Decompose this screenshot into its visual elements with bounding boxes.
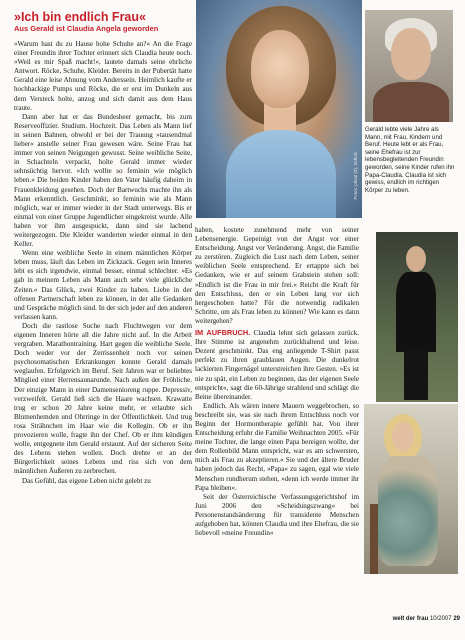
photo-dress	[378, 456, 438, 566]
article-subhead: Aus Gerald ist Claudia Angela geworden	[14, 24, 159, 33]
paragraph: Dann aber hat er das Bundesheer gemacht, bis zum Reserveoffizier. Studium. Hochzeit. Das Leben als Mann lief in seinen Bahnen, obwohl er bei der Trauung »tausendmal lieber« anstelle seiner Frau gewesen wäre. Seine Frau hat immer von seinen Neigungen gewusst. Seine weibliche Seite, in Schachteln verpackt, holte Gerald immer wieder sehnsüchtig hervor. »Ich wollte so feminin wie möglich leben.« Die beiden Kinder haben den Vater häufig daheim in Frauenkleidung gesehen. Doch der Bartwuchs machte ihn als Mann erkenntlich. Geschminkt, so feminin wie als Mann möglich, war er immer wieder in der Stadt unterwegs. Bis er einmal von einer Gruppe Jugendlicher eingekreist wurde. Alle haben vor ihm ausgespuckt, dann sind sie lachend weitergezogen. Die Kleider wanderten wieder einmal in den Keller.	[14, 112, 192, 249]
paragraph-text: Claudia lehnt sich gelassen zurück. Ihre Stimme ist angenehm zurückhaltend und leise. Dezent geschminkt. Das eng anliegende T-Shirt passt perfekt zu ihren graublauen Augen. Die dunkelrot lackierten Fingernägel unterstreichen ihre Gesten. »Es ist nie zu spät, ein Leben zu beginnen, das der eigenen Seele entspricht«, sagt die 60-Jährige strahlend und schlägt die Beine übereinander.	[195, 329, 359, 401]
photo-suit	[396, 272, 436, 352]
paragraph: haben, kostete zunehmend mehr von seiner Lebensenergie. Gepeinigt von der Angst vor einer Entscheidung. Angst vor Veränderung. Angst, die Familie zu zerstören. Zugleich die Lust nach dem Leben, seiner weiblichen Seele entsprechend. Er ertappte sich bei Gedanken, wie er auf seinem Grabstein stehen soll: »Endlich ist die Frau in mir frei.« Reicht die Kraft für den Entschluss, den er ein Leben lang vor sich hergeschoben hatte? Für die notwendig radikalen Schritte, um als Frau leben zu können? Wie kann es dann weitergehen?	[195, 226, 359, 325]
paragraph: Endlich. Als wären innere Mauern weggebrochen, so beschreibt sie, was sie nach ihrem Entschluss noch vor Beginn der Hormontherapie gefühlt hat. Von ihrer Entscheidung erfuhr die Familie Weihnachten 2005. »Für meine Tochter, die lange einen Papa bereigen wollte, der dem Rollenbild Mann entspricht, war es am schwersten, mich als Frau zu akzeptieren.« Sie und der ältere Bruder haben jedoch das Recht, »Papa« zu sagen, egal wie viele Menschen rundherum stehen, »denn ich werde immer ihr Papa bleiben«.	[195, 401, 359, 492]
photo-gerald	[365, 10, 453, 122]
photo-face	[391, 28, 431, 80]
photo-head	[406, 246, 426, 272]
page-footer	[360, 616, 460, 622]
text-column-middle	[195, 226, 359, 601]
page-number: 29	[453, 616, 460, 622]
article-headline: »Ich bin endlich Frau«	[14, 10, 146, 24]
portrait-photo-claudia	[196, 0, 362, 218]
paragraph: »Warum hast du zu Hause hohe Schuhe an?« An die Frage einer Freundin ihrer Tochter erinnert sich Claudia heute noch. »Weil es mir Spaß macht!«, lautete damals seine ehrliche Antwort. Röcke, Schuhe, Kleider. Bereits in der Pubertät hatte Gerald eine leise Ahnung vom Anderssein. Heimlich kaufte er hochhackige Pumps und Röcke, die er erst im Dunkeln aus dem Versteck holte, anzog und sich damit aus dem Haus traute.	[14, 40, 192, 112]
photo-man-in-suit	[376, 232, 458, 402]
photo-chair	[370, 504, 378, 574]
photo-face	[392, 422, 414, 452]
paragraph: Wenn eine weibliche Seele in einem männlichen Körper leben muss, läuft das Leben im Zickzack. Gegen sein Inneres lebt es sich irgendwie, einmal besser, einmal schlechter. »Es gab in meinem Leben als Mann auch sehr viele glückliche Zeiten.« Das Glück, zwei Kinder zu haben. Liebe in der offenen Partnerschaft leben zu können, in der alle Gedanken und Gespräche möglich sind. In der sich jeder auf den anderen verlassen kann.	[14, 249, 192, 321]
paragraph: Das Gefühl, das eigene Leben nicht gelebt zu	[22, 476, 151, 485]
photo-legs	[404, 350, 428, 400]
photo-woman-seated	[364, 404, 458, 574]
photo-shirt	[373, 82, 449, 122]
section-title: IM AUFBRUCH.	[195, 328, 251, 338]
section-paragraph	[195, 328, 359, 402]
photo-top	[226, 130, 336, 218]
photo-caption: Gerald lebte viele Jahre als Mann, mit Frau, Kindern und Beruf. Heute lebt er als Frau, seine Ehefrau ist zur lebensbegleitenden Freundin geworden, seine Kinder rufen ihn Papa-Claudia. Claudia ist sich gewiss, endlich im richtigen Körper zu leben.	[365, 126, 455, 194]
photo-face	[251, 30, 309, 108]
paragraph: Doch die rastlose Suche nach Fluchtwegen vor dem eigenen Inneren hörte all die Jahre nicht auf. In die Arbeit vergraben. Marathontraining. Hart gegen die weibliche Seele. Doch weder vor der Zerrissenheit noch vor seinen psychosomatischen Erkrankungen konnte Gerald damals weglaufen. Erfolgreich im Beruf. Seit Jahren war er beliebtes Mitglied einer Herrensaunarunde. Nach außen der Fröhliche. Der einzige Mann in einer Damensenioreng ruppe. Depressiv, verzweifelt. Gerald ließ sich die Haare wachsen. Krawatte trug er schon 20 Jahre keine mehr, er erlaubte sich Blumenhemden und Ohrringe in der Öffentlichkeit. Und trug rosa Strähnchen im Haar wie die Kollegin. Ob er ihn provozieren wolle, fragte ihn der Chef. Ob er ihm kündigen wolle, entgegnete ihm Gerald erstaunt. Auf der sicheren Seite des Lebens stehen wollen. Doch drehte er an der Bürgerlichkeit seines Lebens und riss sich von dem männlichen Äußeren zu zerbrechen.	[14, 321, 192, 476]
text-column-left	[14, 40, 192, 615]
photo-credit: Fotos: privat (3), Scholz	[353, 152, 358, 200]
issue-number: 10/2007	[429, 616, 452, 622]
paragraph: Seit der Österreichische Verfassungsgerichtshof im Juni 2006 den »Scheidungszwang« bei Personenstandsänderung für transidente Menschen aufgehoben hat, können Claudia und ihre Ehefrau, die sie liebevoll »meine Freundin«	[195, 492, 359, 538]
magazine-name: welt der frau	[392, 616, 429, 622]
